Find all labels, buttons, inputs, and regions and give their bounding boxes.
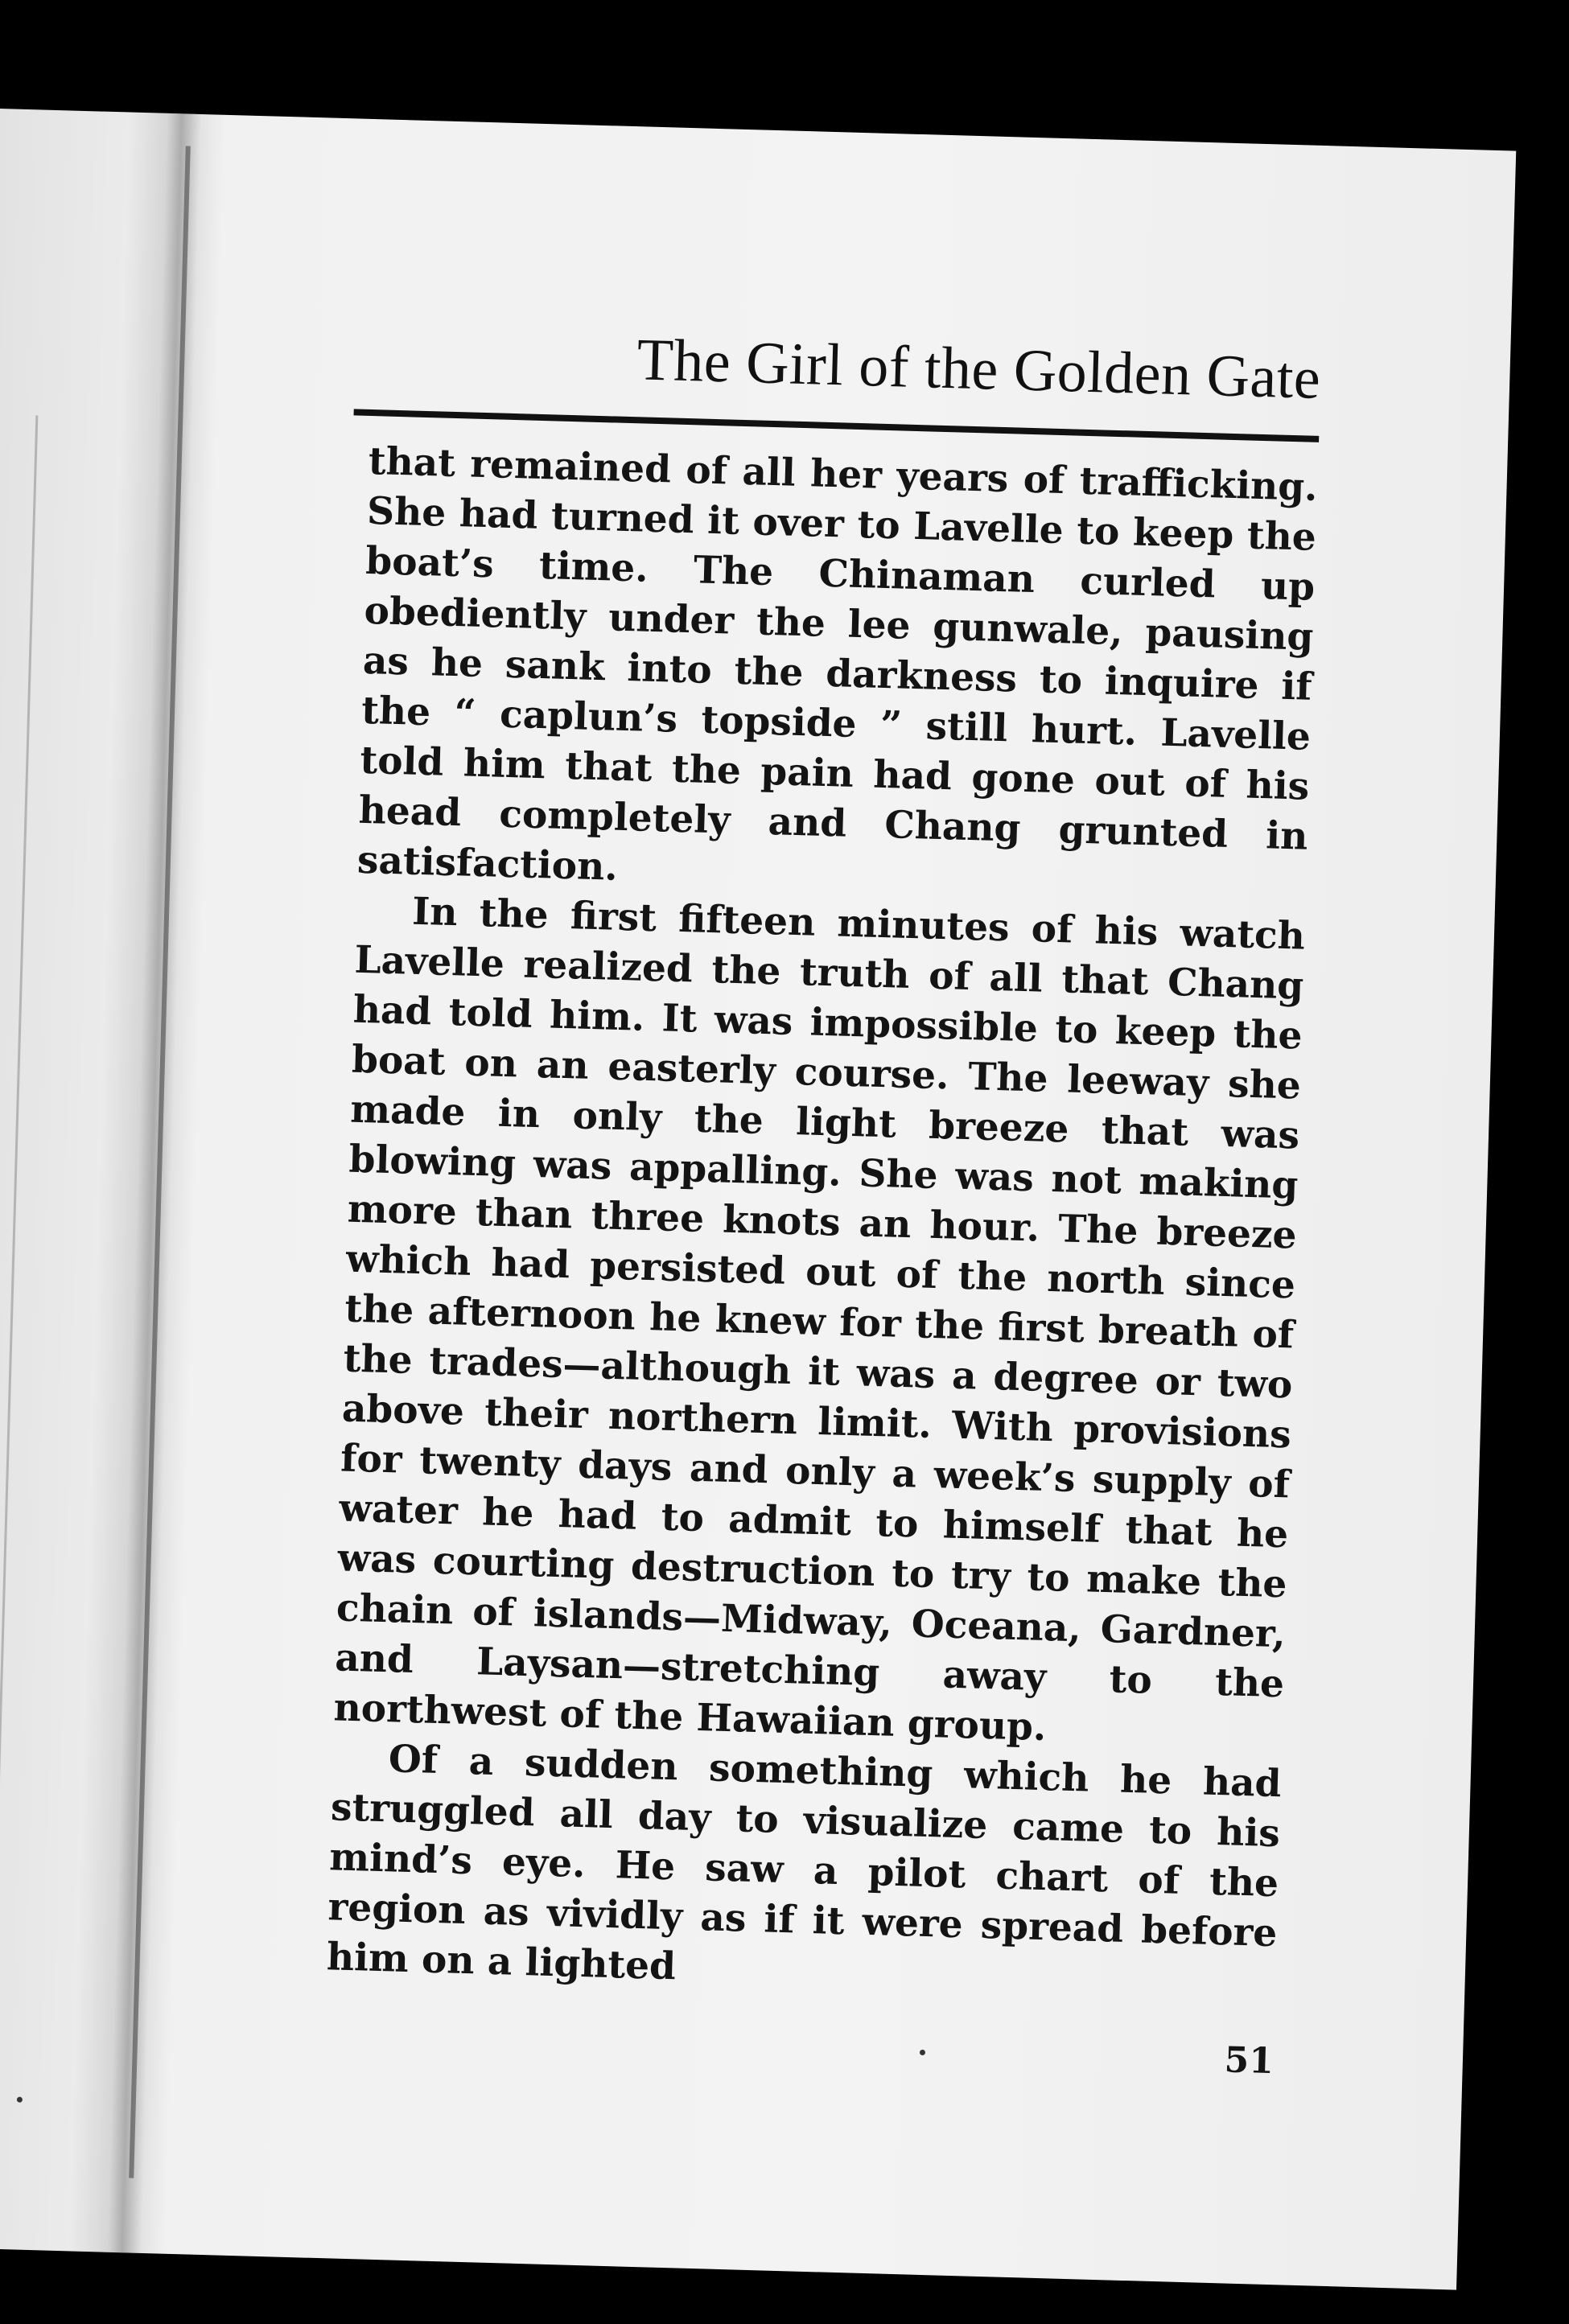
paragraph-3: Of a sudden something which he had struggled all day to visualize came to his mind’s eye. He saw a pilot chart of the region as vividly as if it were spread before him on a lighted bbox=[326, 1737, 1283, 1989]
book-gutter-shadow bbox=[69, 112, 225, 2253]
left-page-edge bbox=[0, 415, 38, 2104]
head-rule bbox=[354, 409, 1320, 443]
paragraph-1: that remained of all her years of trafficking. She had turned it over to Lavelle to keep the boat’s time. The Chinaman curled up obediently under the lee gunwale, pausing as he sank into the darkness to inquire if the “ caplun’s topside ” still hurt. Lavelle told him that the pain had gone out of his head completely and Chang grunted in satisfaction. bbox=[356, 439, 1319, 891]
book-page bbox=[0, 109, 1516, 2290]
text-block bbox=[324, 320, 1322, 2082]
body-text bbox=[326, 437, 1318, 2009]
dust-speck bbox=[17, 2097, 23, 2103]
paragraph-2: In the first fifteen minutes of his watch Lavelle realized the truth of all that Chang had told him. It was impossible to keep the boat on an easterly course. The leeway she made in only the light breeze that was blowing was appalling. She was not making more than three knots an hour. The breeze which had persisted out of the north since the afternoon he knew for the first breath of the trades—although it was a degree or two above their northern limit. With provisions for twenty days and only a week’s supply of water he had to admit to himself that he was courting destruction to try to make the chain of islands—Midway, Oceana, Gardner, and Laysan—stretching away to the northwest of the Hawaiian group. bbox=[332, 890, 1306, 1750]
page-number: 51 bbox=[1223, 2039, 1275, 2083]
running-head: The Girl of the Golden Gate bbox=[636, 327, 1322, 412]
